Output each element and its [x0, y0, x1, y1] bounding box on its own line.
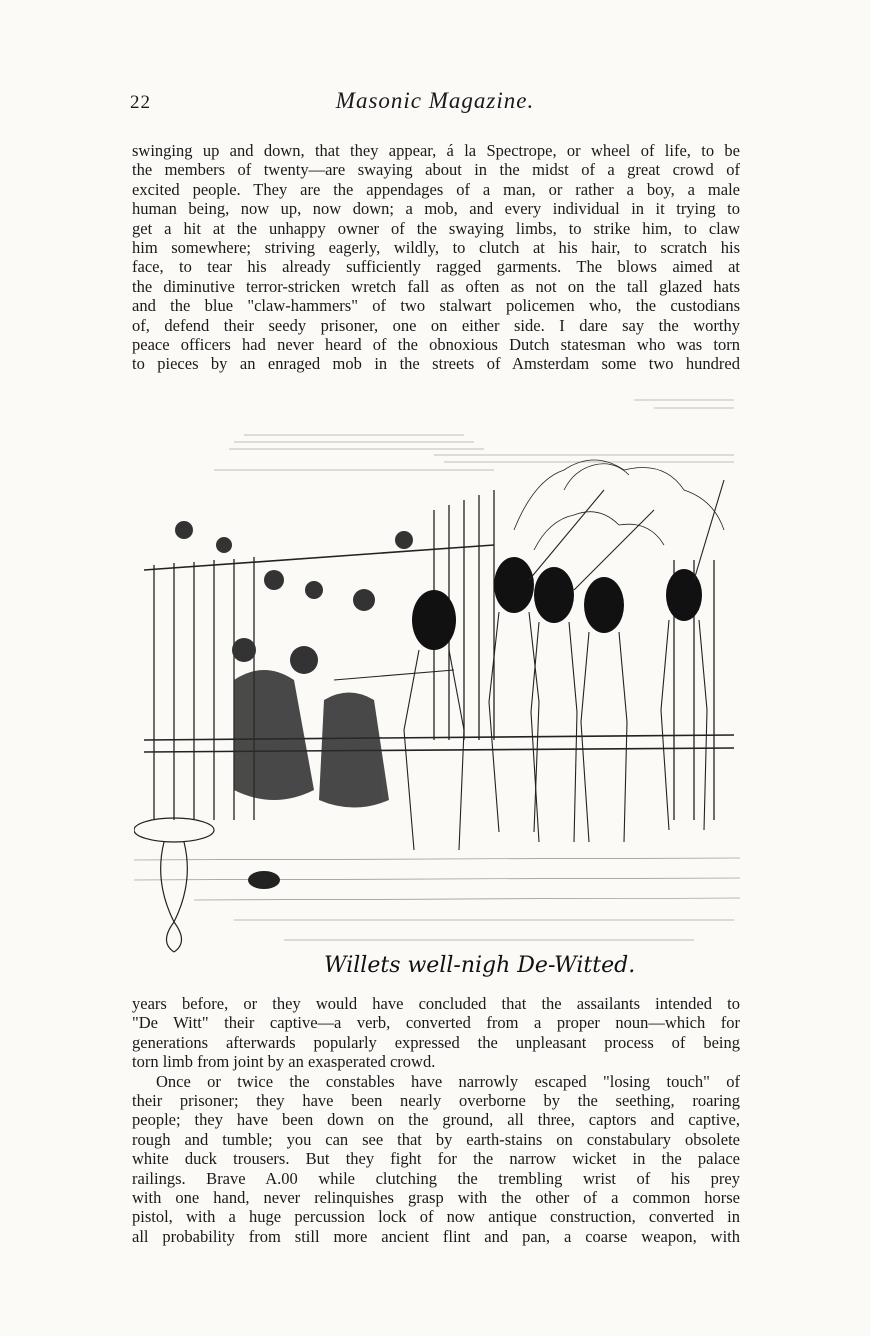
paragraph-continued [132, 141, 740, 374]
text-line: their prisoner; they have been nearly overborne by the seething, roaring [132, 1091, 740, 1111]
page-header [130, 88, 740, 118]
text-line: torn limb from joint by an exasperated crowd. [132, 1052, 436, 1072]
text-line: the diminutive terror-stricken wretch fall as often as not on the tall glazed hats [132, 276, 740, 296]
text-line: to pieces by an enraged mob in the streets of Amsterdam some two hundred [132, 354, 740, 374]
text-line: railings. Brave A.00 while clutching the trembling wrist of his prey [132, 1168, 740, 1188]
body-text-bottom [132, 994, 740, 1246]
text-line: "De Witt" their captive—a verb, converted from a proper noun—which for [132, 1013, 740, 1033]
text-line: excited people. They are the appendages of a man, or rather a boy, a male [132, 179, 740, 199]
text-line: generations afterwards popularly expressed the unpleasant process of being [132, 1032, 740, 1052]
engraving-scene [134, 380, 740, 980]
running-title: Masonic Magazine. [335, 88, 535, 113]
text-line: human being, now up, now down; a mob, and every individual in it trying to [132, 199, 740, 219]
text-line: the members of twenty—are swaying about in the midst of a great crowd of [132, 160, 740, 180]
text-line: all probability from still more ancient flint and pan, a coarse weapon, with [132, 1226, 740, 1246]
illustration [134, 380, 740, 980]
text-line: rough and tumble; you can see that by earth-stains on constabulary obsolete [132, 1129, 740, 1149]
text-line: and the blue "claw-hammers" of two stalwart policemen who, the custodians [132, 296, 740, 316]
text-line: of, defend their seedy prisoner, one on either side. I dare say the worthy [132, 315, 740, 335]
text-line: get a hit at the unhappy owner of the swaying limbs, to strike him, to claw [132, 218, 740, 238]
page-number: 22 [130, 92, 151, 113]
text-line: him somewhere; striving eagerly, wildly, to clutch at his hair, to scratch his [132, 238, 740, 258]
text-line: white duck trousers. But they fight for the narrow wicket in the palace [132, 1149, 740, 1169]
text-line: with one hand, never relinquishes grasp with the other of a common horse [132, 1188, 740, 1208]
text-line: Once or twice the constables have narrowly escaped "losing touch" of [156, 1071, 740, 1091]
text-line: peace officers had never heard of the obnoxious Dutch statesman who was torn [132, 335, 740, 355]
text-line: swinging up and down, that they appear, á la Spectrope, or wheel of life, to be [132, 141, 740, 160]
illustration-caption: Willets well-nigh De-Witted. [324, 953, 636, 978]
paragraph-second [132, 1072, 740, 1247]
paragraph-continued-after-figure [132, 994, 740, 1072]
text-line: years before, or they would have concluded that the assailants intended to [132, 994, 740, 1013]
body-text-top [132, 141, 740, 374]
text-line: face, to tear his already sufficiently ragged garments. The blows aimed at [132, 257, 740, 277]
text-line: people; they have been down on the ground, all three, captors and captive, [132, 1110, 740, 1130]
text-line: pistol, with a huge percussion lock of now antique construction, converted in [132, 1207, 740, 1227]
